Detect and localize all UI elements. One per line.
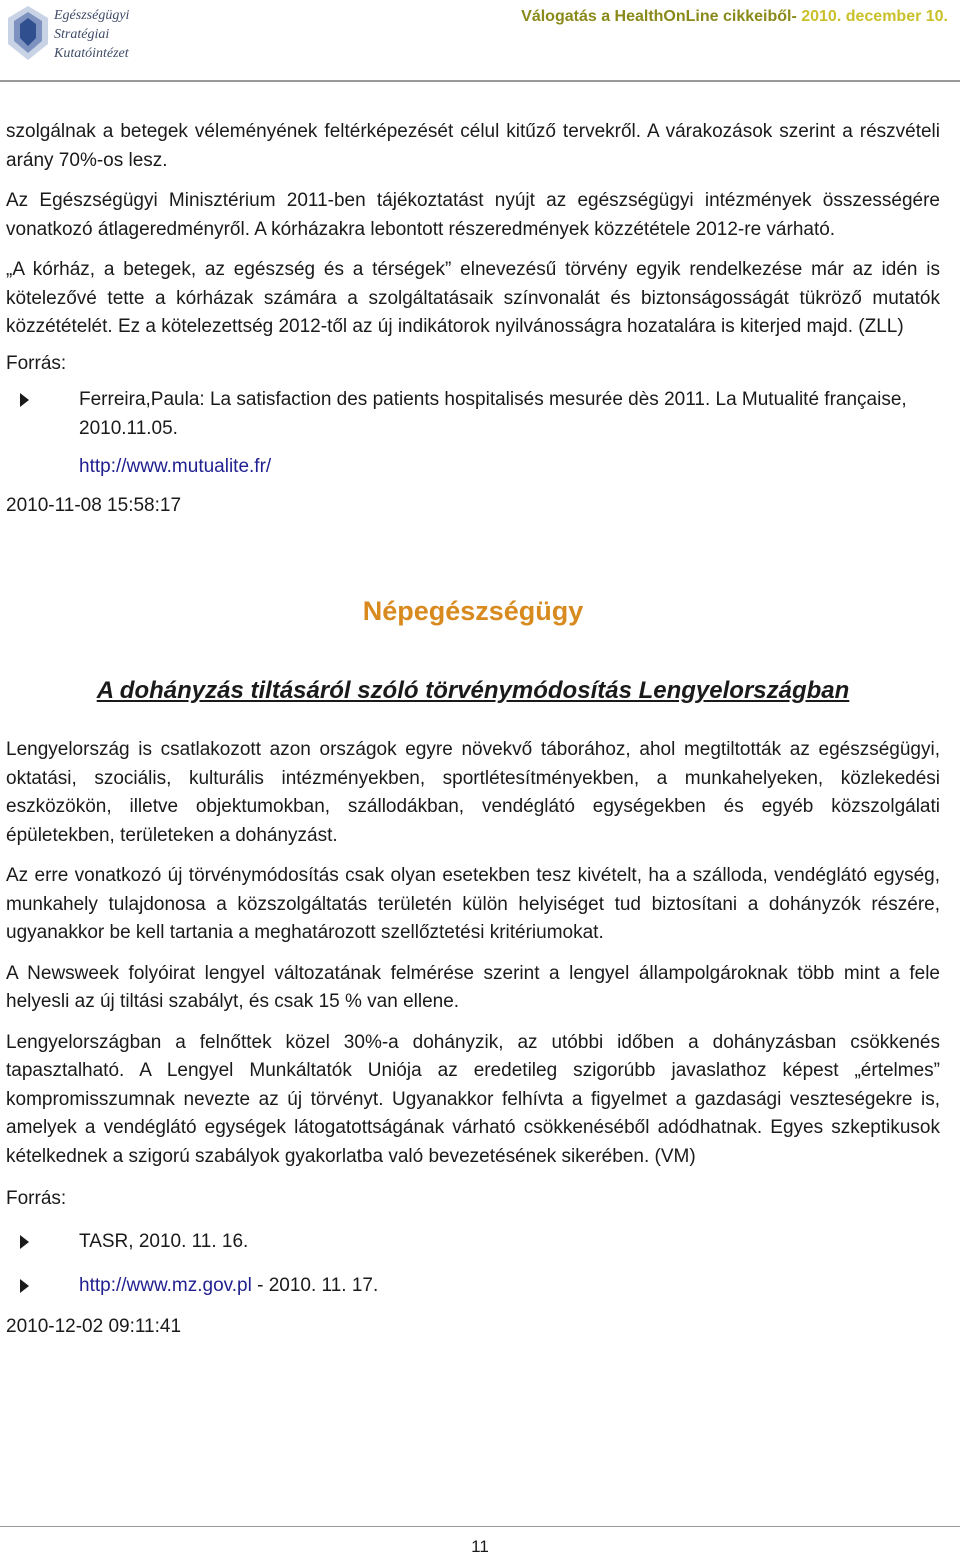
source-list-item bbox=[6, 453, 940, 482]
page-header bbox=[0, 0, 960, 80]
source-link[interactable]: http://www.mutualite.fr/ bbox=[79, 456, 272, 477]
source-list-item bbox=[6, 1228, 940, 1257]
bullet-triangle-icon bbox=[20, 1235, 29, 1249]
bullet-triangle-icon bbox=[20, 393, 29, 407]
article2-paragraph-3: A Newsweek folyóirat lengyel változatának felmérése szerint a lengyel állampolgároknak több mint a fele helyesli az új tiltási szabályt, és csak 15 % van ellene. bbox=[6, 962, 940, 1012]
logo-line-3: Kutatóintézet bbox=[54, 46, 129, 61]
logo-line-2: Stratégiai bbox=[54, 27, 110, 42]
logo-line-1: Egészségügyi bbox=[54, 8, 130, 23]
article1-paragraph-1: szolgálnak a betegek véleményének feltérképezését célul kitűző tervekről. A várakozások szerint a részvételi arány 70%-os lesz. bbox=[6, 121, 940, 171]
article1-timestamp: 2010-11-08 15:58:17 bbox=[6, 494, 182, 516]
section-title: Népegészségügy bbox=[362, 596, 584, 626]
article2-paragraph-4: Lengyelországban a felnőttek közel 30%-a dohányzik, az utóbbi időben a dohányzásban csökkenés tapasztalható. A Lengyel Munkáltatók Uniója az eredetileg szigorúbb javaslathoz képest „értelmes” kompromisszumnak nevezte az új törvényt. Ugyanakkor felhívta a figyelmet a gazdasági veszteségekre is, amelyek a vendéglátó egységek látogatottságának várható csökkenéséből adódhatnak. Egyes szkeptikusok kételkednek a szigorú szabályok gyakorlatba való bevezetésének sikerében. (VM) bbox=[6, 1031, 940, 1167]
header-title-text: Válogatás a HealthOnLine cikkeiből- bbox=[521, 8, 802, 25]
article2-title: A dohányzás tiltásáról szóló törvénymódosítás Lengyelországban bbox=[96, 677, 850, 704]
article1-paragraph-2: Az Egészségügyi Minisztérium 2011-ben tájékoztatást nyújt az egészségügyi intézmények összességére vonatkozó átlageredményről. A kórházakra lebontott részeredmények közzététele 2012-re várható. bbox=[6, 190, 940, 240]
page-content bbox=[6, 118, 940, 1341]
source-text: TASR, 2010. 11. 16. bbox=[79, 1230, 249, 1252]
header-divider bbox=[0, 80, 960, 82]
article2-paragraph-1: Lengyelország is csatlakozott azon országok egyre növekvő táborához, ahol megtiltották az egészségügyi, oktatási, szociális, kulturális intézményekben, sportlétesítményekben, a munkahelyeken, közlekedési eszközökön, illetve objektumokban, szállodákban, vendéglátó egységekben és egyéb közszolgálati épületekben, területeken a dohányzást. bbox=[6, 739, 940, 846]
article2-source-label: Forrás: bbox=[6, 1188, 67, 1209]
page-number: 11 bbox=[471, 1537, 489, 1556]
article2-source-list bbox=[6, 1228, 940, 1301]
source-list-item bbox=[6, 386, 940, 443]
source-date: - 2010. 11. 17. bbox=[251, 1275, 379, 1296]
article1-paragraph-3: „A kórház, a betegek, az egészség és a térségek” elnevezésű törvény egyik rendelkezése már az idén is kötelezővé tette a kórházak számára a szolgáltatásaik színvonalát és biztonságosságát tükröző mutatók közzétételét. Ez a kötelezettség 2012-től az új indikátorok nyilvánosságra hozatalára is kiterjed majd. (ZLL) bbox=[6, 259, 940, 337]
header-date: 2010. december 10. bbox=[801, 8, 948, 25]
source-list-item bbox=[6, 1272, 940, 1301]
article1-source-label: Forrás: bbox=[6, 352, 67, 374]
header-title bbox=[521, 8, 948, 26]
article2-timestamp: 2010-12-02 09:11:41 bbox=[6, 1315, 182, 1337]
source-text: Ferreira,Paula: La satisfaction des patients hospitalisés mesurée dès 2011. La Mutualité française, 2010.11.05. bbox=[79, 389, 907, 439]
institute-logo bbox=[4, 4, 154, 64]
article2-paragraph-2: Az erre vonatkozó új törvénymódosítás csak olyan esetekben tesz kivételt, ha a szálloda, vendéglátó egység, munkahely tulajdonosa a közszolgáltatás területén külön helyiséget tud biztosítani a dohányzók részére, ugyanakkor be kell tartania a meghatározott szellőztetési kritériumokat. bbox=[6, 865, 940, 943]
source-link[interactable]: http://www.mz.gov.pl bbox=[79, 1275, 252, 1296]
logo-emblem-icon bbox=[4, 4, 52, 62]
bullet-triangle-icon bbox=[20, 1279, 29, 1293]
article1-source-list bbox=[6, 386, 940, 482]
footer-divider bbox=[0, 1526, 960, 1527]
